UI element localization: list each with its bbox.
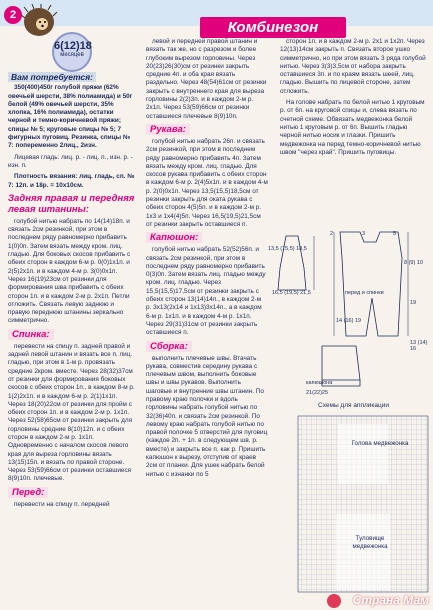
section-legs-text: голубой нитью набрать по 14(14)18п. и связать 2см резинкой, при этом в последнем ряду равномерно прибавить 1(0)0п. Затем вязать между кром. лиц. гладью. Для боковых скосов прибавить с обеих сторон в каждом 6-м р. 0(0)1х1п. и 2(5)2х1п. и в каждом 4-м р. 3(0)0х1п. Через 16(19)23см от резинки для формирования шва прибавить с обеих сторон 1п. и в каждом 2-м р. 2х1п. Петли отложить. Связать левую заднюю и правую переднюю штанины зеркально симметрично. [8,217,131,325]
dim-hood-label: капюшона [306,380,333,386]
dim-m3: 5 [393,231,397,237]
ears-text: сторон 1п. и в каждом 2-м р. 2х1 и 1х2п. Через 12(13)14см закрыть п. Связать второе ушко симметрично, но при этом вязать 3 ряда голубой нитью. Через 3(3)3,5см от набора закрыть оставшиеся 3п. и по краям вязать шеей, лиц. гладью. Вышить по лицевой стороне, затем отложить. [280,38,426,95]
section-hood-title [146,232,268,243]
column-1 [8,72,136,512]
pattern-schematic [268,228,428,404]
needs-heading: Вам потребуется: [8,72,96,82]
section-sleeves-label: Рукава: [146,124,190,135]
column-2 [146,38,268,482]
dim-m5: 19 [410,300,417,306]
section-back-text: перевести на спицу п. задней правой и задней левой штанин и вязать все п. лиц. гладью, при этом в 1-м р. провязать средние 2кром. вместе. Через 28(32)37см от резинки для формирования боковых скосов с обеих сторон 1п., в каждом 8-м р. 1(2)2х1п. и в каждом 6-м р. 2(1)1х1п. Через 18(20)22см от резинки для пройм с обеих сторон 1п. и в каждом 2-м р. 1х1п. Через 52(58)65см от резинки закрыть для горловины средние 8(10)12п. и с обеих сторон в каждом 2-м р. 1х1п. Одновременно с началом скосов левого края для выреза горловины вязать 13(15)15п. и вязать по правой стороне. Через 53(59)66см от резинки оставшиеся 8(9)10п. плечевые. [8,342,135,483]
age-unit: месяцев [60,52,84,58]
section-front-text: перевести на спицу п. передней [14,500,110,508]
section-front-title [8,487,136,498]
sleeve-pattern [278,236,306,290]
dim-bottom: 21(22)25 [306,390,329,396]
chart-body-label: Туловище медвежонка [352,535,388,550]
section-assembly-label: Сборка: [146,341,192,352]
section-assembly-text: выполнить плечевые швы. Втачать рукава, совместив середину рукава с плечевым швом, выполнить боковые швы и швы рукавов. Выполнить шаговые и внутренние швы штанин. По правому краю полочки и вдоль горловины набрать голубой нитью по 32(36)40п. и связать 2см резинкой. По левому краю набрать голубой нитью по правой полочке 5 отверстий для пуговиц (каждое 2п. + 1п. в следующем шв. р. вместе) и закрыть все п. как р. Пришить капюшон к вырезу, отступив от краев 2см от планки. Для ушек набрать белой нитью с изнанки по 5 [146,354,268,478]
dim-front-label: перед и спинки [345,290,384,296]
dim-sleeve-1: 13,5 (15,5) 18,5 [268,246,307,252]
bear-text: На голове набрать по белой нитью 1 круговым р. от 6п. на круговой спицы и, слева вязать по счетной схеме. Обвязать медвежонка белой нитью 1 круговым р. от 6п. Вышить гладью черной нитью носик и глазки. Пришить медвежонка на перед темно-коричневой нитью швом "через край". Пришить пуговицы. [280,99,425,156]
density-text: Плотность вязания: лиц. гладь, сп. № 7: 12п. и 18р. = 10х10см. [8,173,135,189]
dim-sleeve-2: 16,5 (19,5) 21,5 [272,290,311,296]
section-back-label: Спинка: [8,329,54,340]
column-3 [280,38,428,223]
section-legs-title: Задняя правая и передняя левая штанины: [8,192,135,215]
stitch-text: Лицевая гладь: лиц. р. - лиц. п., изн. р. - изн. п. [8,153,133,169]
dim-m4: 8 (9) 10 [404,260,423,266]
age-badge [52,32,92,72]
hedgehog-illustration [20,4,58,40]
section-sleeves-text: голубой нитью набрать 26п. и связать 2см резинкой, при этом в последнем ряду равномерно прибавить 4п. Затем вязать между кром. лиц. гладью. Для скосов рукава прибавить с обеих сторон в каждом 6-м р. 2(4)5х1п. и в каждом 4-м р. 2(0)0х1п. Через 13,5(15,5)18,5см от резинки закрыть для оката рукава с обеих сторон 4(5)5п. и в каждом 2-м р. 1х3 и 1х4(4)5п. Через 16,5(19,5)21,5см от резинки закрыть оставшиеся п. [146,137,268,228]
dim-m1: 2 [330,231,334,237]
section-hood-text: голубой нитью набрать 52(52)56п. и связать 2см резинкой, при этом в последнем ряду равномерно прибавить 0(3)0п. Затем вязать лиц. гладью между кром. лиц. гладью. Через 15,5(15,5)17,5см от резинки закрыть с обеих сторон 13(14)14п., в каждом 2-м р. 3х13(2х14 и 1х13)3х14п., а в каждом 6-м р. 1х1п. и в каждом 4-м р. 1х1п. Через 29(31)31см от резинки закрыть оставшиеся п. [146,246,266,337]
page-number: 2 [4,6,22,24]
chart-head-label: Голова медвежонка [351,440,409,447]
age-value: 6(12)18 [54,40,92,52]
section-front-label: Перед: [8,487,48,498]
section-assembly-title [146,341,268,352]
needs-text: 350(400)450г голубой пряжи (62% овечьей шерсти, 38% полиамида) и 50г белой (49% овечьей шерсти, 35% хлопка, 16% полиамида), остатки черной и темно-коричневой пряжи; спицы № 5; круговые спицы № 5; 7 фигурных пуговиц. Резинка, спицы № 7: попеременно 2лиц., 2изн. [8,84,133,150]
article-title: Комбинезон [200,17,346,38]
hood-pattern [322,346,360,380]
dim-width2: 14 (16) 19 [336,318,362,324]
dim-m2: 3 [362,231,366,237]
section-sleeves-title [146,124,268,135]
site-watermark: Страна Мам [352,593,429,607]
site-logo-icon [327,594,341,608]
dim-m6: 13 (14) 16 [410,340,428,352]
section-hood-label: Капюшон: [146,232,202,243]
section-back-title [8,329,136,340]
chart-section-title: Схемы для аппликации [318,402,390,409]
front-continued-text: левой и передней правой штанин и вязать так же, но с разрезом и более глубоким вырезом горловины. Через 20(23)26(30)см от резинки закрыть средние 4п. и оба края вязать раздельно. Через 48(54)61см от резинки закрыть с внутреннего края для выреза горловины 2(2)3п. и в каждом 2-м р. 2х1п. Через 53(59)66см от резинки оставшиеся плечевые 8(9)10п. [146,38,267,120]
